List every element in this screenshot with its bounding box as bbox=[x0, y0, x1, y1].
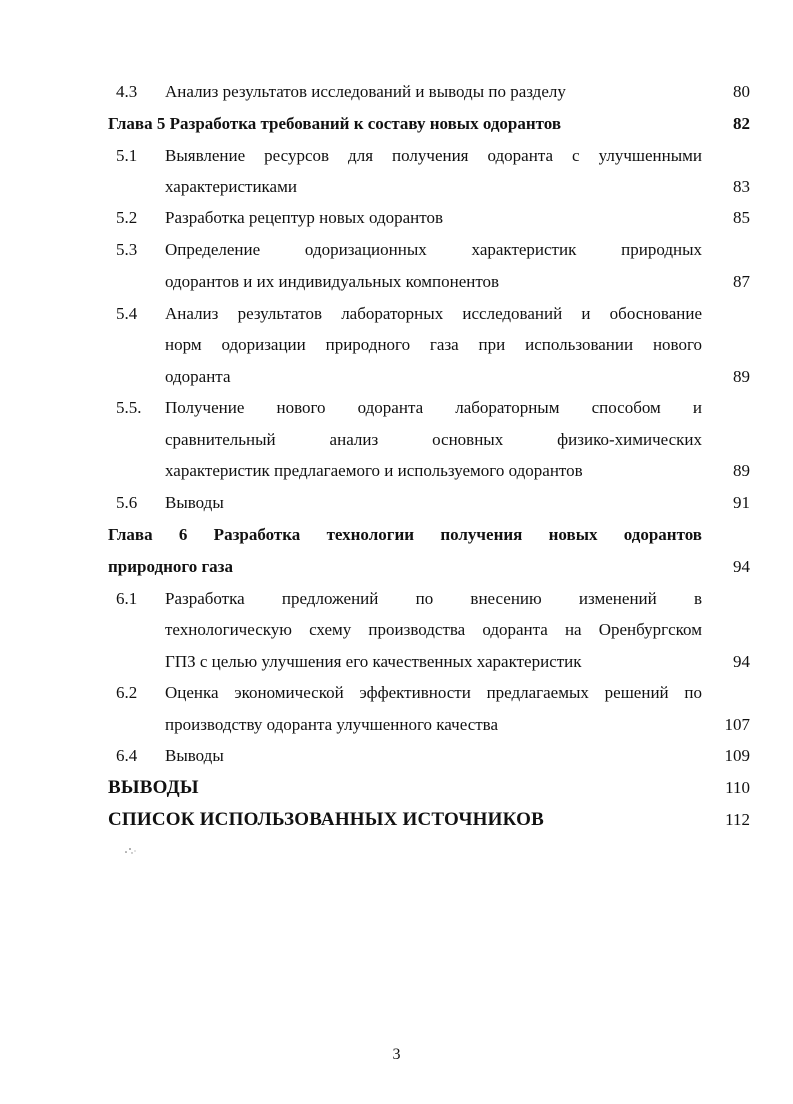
toc-entry-5-4 bbox=[0, 301, 793, 327]
toc-entry-4-3 bbox=[0, 79, 793, 105]
toc-page: 85 bbox=[733, 208, 750, 227]
toc-entry-5-1 bbox=[0, 143, 793, 169]
toc-number: 6.1 bbox=[116, 589, 138, 608]
toc-chapter-6-cont bbox=[0, 554, 793, 580]
toc-chapter-6 bbox=[0, 522, 793, 548]
toc-chapter-title-line: Глава 6 Разработка технологии получения новых одорантов bbox=[108, 525, 702, 544]
toc-page: 89 bbox=[733, 367, 750, 386]
toc-title-line: Получение нового одоранта лабораторным способом и bbox=[165, 398, 702, 417]
toc-chapter-5 bbox=[0, 111, 793, 137]
toc-entry-6-1 bbox=[0, 586, 793, 612]
toc-page: 83 bbox=[733, 177, 750, 196]
toc-entry-6-2-cont bbox=[0, 712, 793, 738]
toc-entry-6-1-cont bbox=[0, 649, 793, 675]
toc-section-title: СПИСОК ИСПОЛЬЗОВАННЫХ ИСТОЧНИКОВ bbox=[108, 809, 544, 830]
toc-entry-5-2 bbox=[0, 205, 793, 231]
toc-page: 112 bbox=[725, 810, 750, 829]
toc-title-line: характеристик предлагаемого и используемого одорантов bbox=[165, 461, 583, 480]
toc-title: Выводы bbox=[165, 493, 224, 512]
toc-page: 80 bbox=[733, 82, 750, 101]
toc-entry-5-4-cont bbox=[0, 364, 793, 390]
toc-number: 5.1 bbox=[116, 146, 138, 165]
toc-number: 6.2 bbox=[116, 683, 138, 702]
toc-entry-5-6 bbox=[0, 490, 793, 516]
toc-number: 4.3 bbox=[116, 82, 138, 101]
toc-page: 110 bbox=[725, 778, 750, 797]
toc-page: 89 bbox=[733, 461, 750, 480]
toc-number: 5.4 bbox=[116, 304, 138, 323]
toc-entry-6-2 bbox=[0, 680, 793, 706]
toc-title-line: Анализ результатов лабораторных исследований и обоснование bbox=[165, 304, 702, 323]
toc-page: 109 bbox=[724, 746, 750, 765]
toc-number: 5.3 bbox=[116, 240, 138, 259]
toc-page: 91 bbox=[733, 493, 750, 512]
toc-title-line: одорантов и их индивидуальных компонентов bbox=[165, 272, 500, 291]
toc-page: 107 bbox=[724, 715, 750, 734]
toc-title: Разработка рецептур новых одорантов bbox=[165, 208, 443, 227]
toc-number: 5.2 bbox=[116, 208, 138, 227]
toc-entry-5-1-cont bbox=[0, 174, 793, 200]
toc-section-title: ВЫВОДЫ bbox=[108, 777, 199, 798]
scan-artifact bbox=[124, 846, 138, 856]
toc-entry-5-3-cont bbox=[0, 269, 793, 295]
toc-title-line: сравнительный анализ основных физико-химических bbox=[165, 430, 702, 449]
toc-title-line: характеристиками bbox=[165, 177, 297, 196]
toc-page: 94 bbox=[733, 652, 750, 671]
toc-page: 82 bbox=[733, 114, 750, 133]
toc-number: 5.5. bbox=[116, 398, 142, 417]
toc-page: 94 bbox=[733, 557, 750, 576]
page-number: 3 bbox=[392, 1046, 401, 1063]
toc-page: 87 bbox=[733, 272, 750, 291]
toc-title-line: Оценка экономической эффективности предлагаемых решений по bbox=[165, 683, 702, 702]
toc-title-line: Определение одоризационных характеристик природных bbox=[165, 240, 702, 259]
toc-title-line: технологическую схему производства одоранта на Оренбургском bbox=[165, 620, 702, 639]
toc-title-line: Разработка предложений по внесению изменений в bbox=[165, 589, 702, 608]
toc-title-line: одоранта bbox=[165, 367, 231, 386]
toc-entry-5-3 bbox=[0, 237, 793, 263]
toc-references bbox=[0, 807, 793, 833]
toc-chapter-title: Глава 5 Разработка требований к составу новых одорантов bbox=[108, 114, 562, 133]
toc-entry-6-1-cont bbox=[0, 617, 793, 643]
toc-entry-6-4 bbox=[0, 743, 793, 769]
toc-entry-5-4-cont bbox=[0, 332, 793, 358]
toc-title-line: норм одоризации природного газа при использовании нового bbox=[165, 335, 702, 354]
toc-conclusions bbox=[0, 775, 793, 801]
toc-entry-5-5 bbox=[0, 395, 793, 421]
toc-number: 5.6 bbox=[116, 493, 138, 512]
toc-chapter-title-line: природного газа bbox=[108, 557, 234, 576]
toc-title: Выводы bbox=[165, 746, 224, 765]
toc-entry-5-5-cont bbox=[0, 427, 793, 453]
toc-number: 6.4 bbox=[116, 746, 138, 765]
toc-title-line: Выявление ресурсов для получения одоранта с улучшенными bbox=[165, 146, 702, 165]
toc-title: Анализ результатов исследований и выводы по разделу bbox=[165, 82, 566, 101]
toc-title-line: ГПЗ с целью улучшения его качественных характеристик bbox=[165, 652, 582, 671]
toc-entry-5-5-cont bbox=[0, 458, 793, 484]
toc-title-line: производству одоранта улучшенного качества bbox=[165, 715, 499, 734]
